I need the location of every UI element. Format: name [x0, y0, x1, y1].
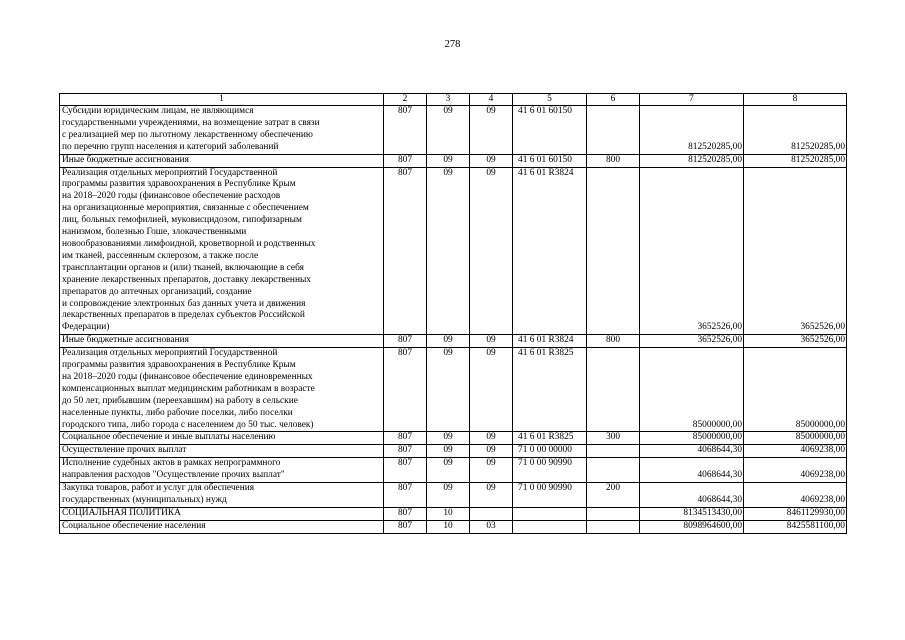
table-row — [60, 458, 847, 483]
cell-expense-type — [587, 458, 640, 483]
table-row — [60, 507, 847, 520]
cell-ministry-code: 807 — [384, 432, 427, 445]
cell-section: 09 — [427, 458, 470, 483]
cell-target-article — [513, 520, 587, 533]
cell-amount-year-2: 4069238,00 — [744, 445, 847, 458]
cell-section: 09 — [427, 445, 470, 458]
table-row — [60, 445, 847, 458]
table-row — [60, 520, 847, 533]
cell-amount-year-1: 85000000,00 — [640, 432, 744, 445]
table-row — [60, 335, 847, 348]
header-cell: 7 — [640, 94, 744, 106]
cell-section: 09 — [427, 106, 470, 155]
cell-amount-year-2: 8461129930,00 — [744, 507, 847, 520]
table-row — [60, 106, 847, 155]
cell-target-article — [513, 507, 587, 520]
cell-section: 09 — [427, 348, 470, 432]
cell-subsection: 09 — [470, 348, 513, 432]
cell-description: Реализация отдельных мероприятий Государственной программы развития здравоохранения в Республике Крым на 2018–2020 годы (финансовое обеспечение расходов на организационные мероприятия, связанные с обеспечением лиц, больных гемофилией, муковисцидозом, гипофизарным нанизмом, болезнью Гоше, злокачественными новообразованиями лимфоидной, кроветворной и родственных им тканей, рассеянным склерозом, а также после трансплантации органов и (или) тканей, включающие в себя хранение лекарственных препаратов, доставку лекарственных препаратов до аптечных организаций, создание и сопровождение электронных баз данных учета и движения лекарственных препаратов в пределах субъектов Российской Федерации) — [60, 167, 384, 335]
cell-expense-type — [587, 106, 640, 155]
cell-expense-type — [587, 167, 640, 335]
cell-description: Реализация отдельных мероприятий Государственной программы развития здравоохранения в Республике Крым на 2018–2020 годы (финансовое обеспечение единовременных компенсационных выплат медицинским работникам в возрасте до 50 лет, прибывшим (переехавшим) на работу в сельские населенные пункты, либо рабочие поселки, либо поселки городского типа, либо города с населением до 50 тыс. человек) — [60, 348, 384, 432]
header-cell: 3 — [427, 94, 470, 106]
cell-ministry-code: 807 — [384, 154, 427, 167]
cell-section: 09 — [427, 432, 470, 445]
cell-subsection — [470, 507, 513, 520]
cell-subsection: 09 — [470, 432, 513, 445]
cell-section: 09 — [427, 167, 470, 335]
cell-ministry-code: 807 — [384, 520, 427, 533]
cell-section: 10 — [427, 507, 470, 520]
cell-section: 10 — [427, 520, 470, 533]
cell-amount-year-1: 3652526,00 — [640, 335, 744, 348]
cell-section: 09 — [427, 154, 470, 167]
cell-ministry-code: 807 — [384, 106, 427, 155]
table-body — [60, 94, 847, 534]
cell-subsection: 09 — [470, 154, 513, 167]
cell-target-article: 41 6 01 R3825 — [513, 432, 587, 445]
cell-amount-year-1: 4068644,30 — [640, 445, 744, 458]
cell-description: Закупка товаров, работ и услуг для обеспечения государственных (муниципальных) нужд — [60, 483, 384, 508]
cell-description: Иные бюджетные ассигнования — [60, 335, 384, 348]
cell-expense-type: 800 — [587, 335, 640, 348]
cell-subsection: 09 — [470, 445, 513, 458]
cell-description: Иные бюджетные ассигнования — [60, 154, 384, 167]
cell-ministry-code: 807 — [384, 167, 427, 335]
cell-amount-year-1: 3652526,00 — [640, 167, 744, 335]
cell-amount-year-2: 812520285,00 — [744, 106, 847, 155]
cell-description: Осуществление прочих выплат — [60, 445, 384, 458]
header-cell: 5 — [513, 94, 587, 106]
table-row — [60, 154, 847, 167]
cell-subsection: 09 — [470, 167, 513, 335]
cell-target-article: 41 6 01 R3825 — [513, 348, 587, 432]
header-cell: 8 — [744, 94, 847, 106]
header-cell: 2 — [384, 94, 427, 106]
cell-section: 09 — [427, 483, 470, 508]
cell-target-article: 71 0 00 90990 — [513, 483, 587, 508]
header-cell: 4 — [470, 94, 513, 106]
cell-amount-year-1: 85000000,00 — [640, 348, 744, 432]
cell-expense-type — [587, 507, 640, 520]
cell-subsection: 09 — [470, 483, 513, 508]
table-row — [60, 483, 847, 508]
cell-amount-year-2: 3652526,00 — [744, 335, 847, 348]
cell-ministry-code: 807 — [384, 348, 427, 432]
cell-target-article: 71 0 00 90990 — [513, 458, 587, 483]
cell-amount-year-2: 85000000,00 — [744, 432, 847, 445]
cell-amount-year-1: 4068644,30 — [640, 458, 744, 483]
cell-ministry-code: 807 — [384, 445, 427, 458]
cell-target-article: 41 6 01 R3824 — [513, 167, 587, 335]
cell-expense-type — [587, 520, 640, 533]
cell-description: Субсидии юридическим лицам, не являющимся государственными учреждениями, на возмещение затрат в связи с реализацией мер по льготному лекарственному обеспечению по перечню групп населения и категорий заболеваний — [60, 106, 384, 155]
cell-target-article: 41 6 01 60150 — [513, 154, 587, 167]
cell-amount-year-2: 8425581100,00 — [744, 520, 847, 533]
cell-expense-type — [587, 348, 640, 432]
cell-expense-type: 200 — [587, 483, 640, 508]
cell-amount-year-1: 812520285,00 — [640, 106, 744, 155]
cell-description: Социальное обеспечение и иные выплаты населению — [60, 432, 384, 445]
table-row — [60, 167, 847, 335]
table-row — [60, 432, 847, 445]
budget-table — [59, 93, 847, 534]
table-header-row — [60, 94, 847, 106]
cell-subsection: 09 — [470, 458, 513, 483]
cell-amount-year-1: 8098964600,00 — [640, 520, 744, 533]
cell-amount-year-1: 8134513430,00 — [640, 507, 744, 520]
cell-subsection: 03 — [470, 520, 513, 533]
cell-description: Исполнение судебных актов в рамках непрограммного направления расходов "Осуществление прочих выплат" — [60, 458, 384, 483]
cell-ministry-code: 807 — [384, 458, 427, 483]
cell-target-article: 41 6 01 R3824 — [513, 335, 587, 348]
cell-expense-type: 800 — [587, 154, 640, 167]
header-cell: 6 — [587, 94, 640, 106]
cell-expense-type: 300 — [587, 432, 640, 445]
page-number: 278 — [444, 39, 461, 50]
cell-target-article: 71 0 00 00000 — [513, 445, 587, 458]
table-row — [60, 348, 847, 432]
cell-ministry-code: 807 — [384, 507, 427, 520]
cell-description: Социальное обеспечение населения — [60, 520, 384, 533]
cell-description: СОЦИАЛЬНАЯ ПОЛИТИКА — [60, 507, 384, 520]
cell-amount-year-2: 812520285,00 — [744, 154, 847, 167]
header-cell: 1 — [60, 94, 384, 106]
cell-amount-year-2: 4069238,00 — [744, 458, 847, 483]
cell-target-article: 41 6 01 60150 — [513, 106, 587, 155]
cell-amount-year-1: 4068644,30 — [640, 483, 744, 508]
cell-amount-year-2: 4069238,00 — [744, 483, 847, 508]
cell-expense-type — [587, 445, 640, 458]
cell-subsection: 09 — [470, 335, 513, 348]
cell-section: 09 — [427, 335, 470, 348]
cell-amount-year-1: 812520285,00 — [640, 154, 744, 167]
cell-ministry-code: 807 — [384, 483, 427, 508]
cell-subsection: 09 — [470, 106, 513, 155]
cell-amount-year-2: 85000000,00 — [744, 348, 847, 432]
cell-ministry-code: 807 — [384, 335, 427, 348]
cell-amount-year-2: 3652526,00 — [744, 167, 847, 335]
